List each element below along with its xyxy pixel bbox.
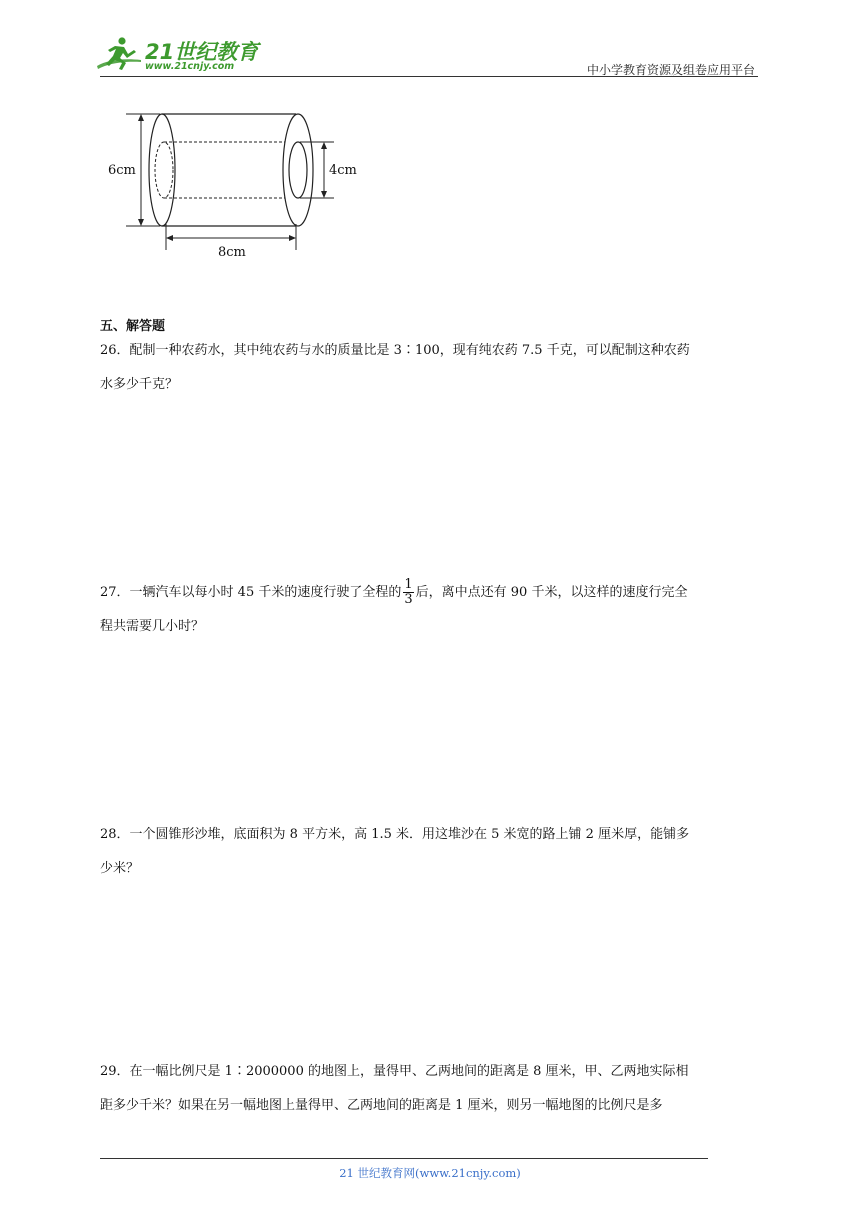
question-text: 距多少千米？如果在另一幅地图上量得甲、乙两地间的距离是 1 厘米，则另一幅地图的比例尺是多 xyxy=(100,1098,663,1113)
header-divider xyxy=(100,76,758,77)
question-27 xyxy=(100,576,770,644)
hollow-cylinder-figure xyxy=(100,100,370,270)
question-text: 28．一个圆锥形沙堆，底面积为 8 平方米，高 1.5 米．用这堆沙在 5 米宽的路上铺 2 厘米厚，能铺多 xyxy=(100,827,690,842)
footer-divider xyxy=(100,1158,708,1159)
logo-text: 21世纪教育 xyxy=(145,40,259,64)
question-29 xyxy=(100,1055,770,1123)
question-text: 后，离中点还有 90 千米，以这样的速度行完全 xyxy=(415,585,688,600)
question-text: 水多少千克？ xyxy=(100,377,179,392)
fraction-denominator: 3 xyxy=(404,592,413,607)
height-label: 6cm xyxy=(108,163,136,178)
fraction-numerator: 1 xyxy=(404,577,413,592)
inner-diameter-label: 4cm xyxy=(329,163,357,178)
question-text: 少米？ xyxy=(100,861,140,876)
page-header xyxy=(95,34,757,76)
question-28 xyxy=(100,818,770,886)
question-text-line xyxy=(100,576,770,610)
question-text: 27．一辆汽车以每小时 45 千米的速度行驶了全程的 xyxy=(100,585,402,600)
question-text: 26．配制一种农药水，其中纯农药与水的质量比是 3∶100，现有纯农药 7.5 千克，可以配制这种农药 xyxy=(100,343,690,358)
fraction xyxy=(403,578,413,607)
site-logo[interactable] xyxy=(95,34,265,76)
logo-url: www.21cnjy.com xyxy=(145,61,235,72)
runner-logo-icon xyxy=(95,36,143,72)
section-title: 五、解答题 xyxy=(100,319,166,334)
footer-link[interactable]: 21 世纪教育网(www.21cnjy.com) xyxy=(339,1166,521,1180)
length-label: 8cm xyxy=(218,245,246,260)
question-26 xyxy=(100,334,770,402)
platform-name: 中小学教育资源及组卷应用平台 xyxy=(586,63,755,77)
question-text: 程共需要几小时？ xyxy=(100,619,205,634)
question-text: 29．在一幅比例尺是 1∶2000000 的地图上，量得甲、乙两地间的距离是 8 厘米，甲、乙两地实际相 xyxy=(100,1064,689,1079)
